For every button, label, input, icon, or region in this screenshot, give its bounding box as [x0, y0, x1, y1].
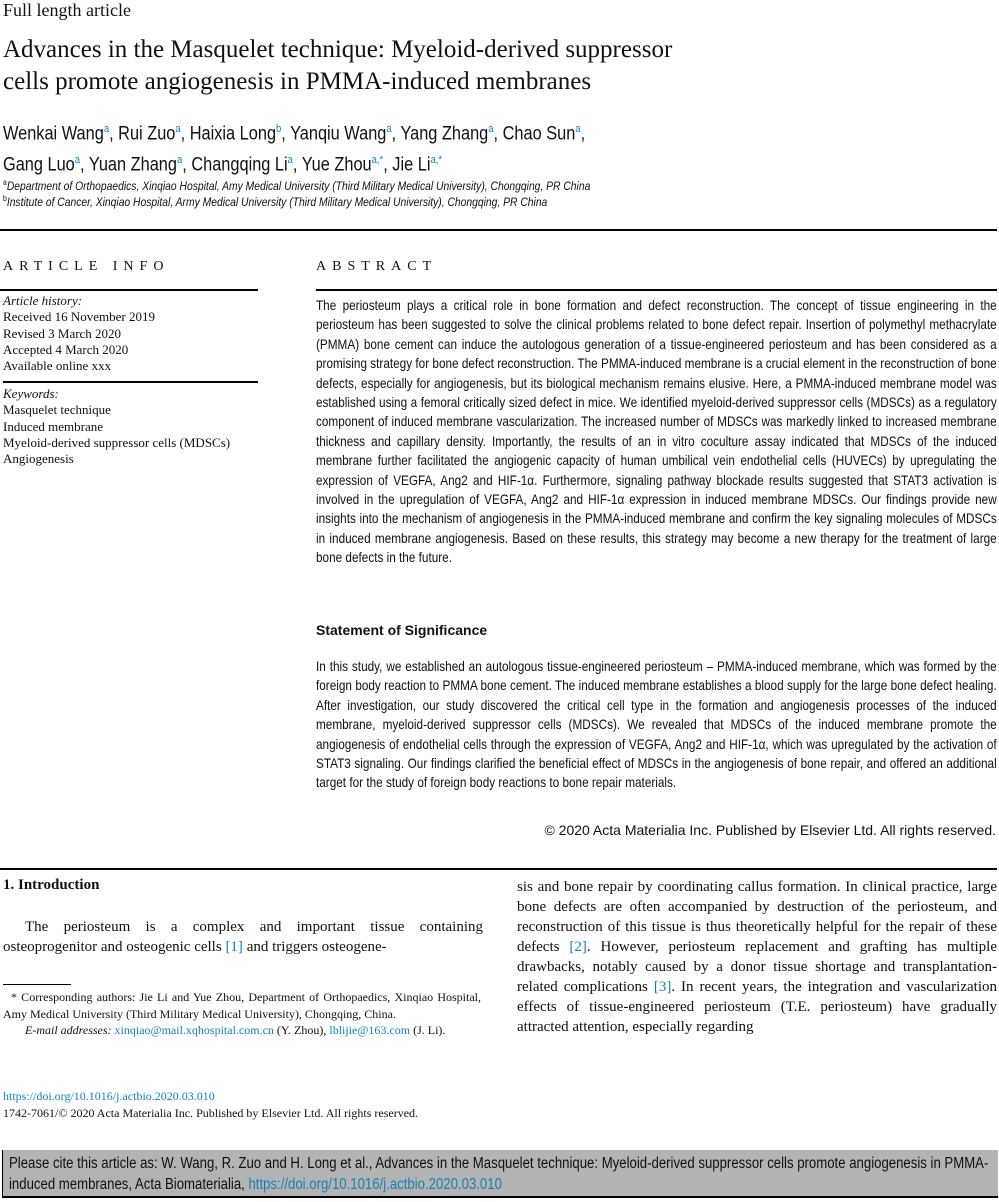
author-affiliation-marker[interactable]: a [386, 123, 392, 135]
keyword[interactable]: Myeloid-derived suppressor cells (MDSCs) [3, 434, 231, 450]
significance-body [316, 657, 997, 827]
article-type: Full length article [3, 0, 131, 20]
email-link-li[interactable]: lblijie@163.com [329, 1023, 411, 1037]
email-link-zhou[interactable]: xinqiao@mail.xqhospital.com.cn [114, 1023, 274, 1037]
author-name[interactable]: Yuan Zhang [88, 154, 177, 176]
significance-text: In this study, we established an autologous tissue-engineered periosteum – PMMA-induced membrane, which was formed by the foreign body reaction to PMMA bone cement. The induced membrane establishes a blood supply for the large bone defect healing. After investigation, our study discovered the critical cell type in the formation and angiogenesis processes of the induced membrane, myeloid-derived suppressor cells (MDSCs). We revealed that MDSCs of the induced membrane promote the angiogenesis of endothelial cells through the expression of VEGFA, Ang2 and HIF-1α, which was upregulated by the activation of STAT3 signaling. Our findings clarified the beneficial effect of MDSCs in the angiogenesis of bone repair, and offered an additional target for the study of foreign body reactions to bone repair materials. [316, 658, 997, 791]
divider [3, 381, 258, 383]
cite-box [2, 1150, 998, 1198]
author-name[interactable]: Rui Zuo [118, 123, 176, 145]
abstract-text: The periosteum plays a critical role in bone formation and defect reconstruction. The concept of tissue engineering in the periosteum has been suggested to solve the clinical problems related to bone defect repair. Insertion of polymethyl methacrylate (PMMA) bone cement can induce the autologous generation of a tissue-engineered periosteum and has been considered as a promising strategy for bone defect reconstruction. The PMMA-induced membrane is a crucial element in the reconstruction of bone defects, especially for angiogenesis, but its biological mechanism remains elusive. Here, a PMMA-induced membrane model was established using a femoral critically sized defect in mice. We identified myeloid-derived suppressor cells (MDSCs) as a regulatory component of induced membrane vascularization. The increased number of MDSCs was markedly linked to increased membrane thickness and capillary density. Importantly, the results of an in vitro coculture assay indicated that MDSCs of the induced membrane further facilitated the angiogenic capacity of human umbilical vein endothelial cells (HUVECs) by upregulating the expression of VEGFA, Ang2 and HIF-1α. Furthermore, signaling pathway blockade results suggested that STAT3 activation is involved in the upregulation of VEGFA, Ang2 and HIF-1α expression in induced membrane MDSCs. Our findings provide new insights into the mechanism of angiogenesis in the PMMA-induced membrane and confirm the key signaling molecules of MDSCs in induced membrane angiogenesis. Based on these results, this strategy may become a new therapy for the treatment of large bone defects in the future. [316, 297, 997, 566]
author-affiliation-marker[interactable]: a [74, 154, 81, 167]
author-affiliation-marker[interactable]: a [575, 123, 581, 135]
abstract-copyright: © 2020 Acta Materialia Inc. Published by Elsevier Ltd. All rights reserved. [544, 822, 996, 838]
significance-heading: Statement of Significance [316, 622, 488, 638]
author-list: Wenkai Wang$^a$, Rui Zuo$^a$, Haixia Long$^b$, Yanqiu Wang$^a$, Yang Zhang$^a$, Chao Sun$^a$, Gang Luo$^a$, Yuan Zhang$^a$, Changqing Li$^a$, Yue Zhou$^{a,*}$, Jie $Li^{a,*}$ [3, 123, 586, 176]
author-name[interactable]: Jie Li [392, 154, 431, 176]
history-received: Received 16 November 2019 [3, 309, 155, 325]
divider [0, 229, 997, 231]
abstract-heading: ABSTRACT [316, 259, 438, 274]
article-info [3, 293, 258, 467]
introduction-heading: 1. Introduction [3, 877, 100, 893]
cite-text: Please cite this article as: W. Wang, R. Zuo and H. Long et al., Advances in the Masquelet technique: Myeloid-derived suppressor cells promote angiogenesis in PMMA-induced membranes, Acta Biomaterialia, https://doi.org/10.1016/j.actbio.2020.03.010 [9, 1155, 989, 1193]
history-label: Article history: [3, 293, 83, 308]
title-line: Advances in the Masquelet technique: Myeloid-derived suppressor [3, 36, 673, 63]
article-info-heading: ARTICLE INFO [3, 259, 170, 274]
cite-doi-link[interactable]: https://doi.org/10.1016/j.actbio.2020.03.010 [248, 1176, 502, 1193]
affiliation-a: $^a$Department of Orthopaedics, Xinqiao Hospital, Amy Medical University (Third Military Medical University), Chongqing, PR China [3, 178, 591, 193]
ref-link-1[interactable]: [1] [225, 939, 243, 955]
affiliation-b: $^b$Institute of Cancer, Xinqiao Hospital, Army Medical University (Third Military Medical University), Chongqing, PR China [3, 194, 548, 209]
author-affiliation-marker[interactable]: a [287, 154, 293, 167]
doi-block [3, 1088, 418, 1122]
divider [0, 868, 997, 870]
history-online: Available online xxx [3, 358, 112, 374]
author-name[interactable]: Wenkai Wang [3, 123, 104, 145]
intro-right-column: sis and bone repair by coordinating callus formation. In clinical practice, large bone defects are often accompanied by destruction of the periosteum, and reconstruction of this tissue is thus theoretically helpful for the repair of these defects [2]. However, periosteum replacement and grafting has multiple drawbacks, notably caused by a donor tissue shortage and transplantation-related complications [3]. In recent years, the integration and vascularization effects of tissue-engineered periosteum (T.E. periosteum) have gradually attracted attention, especially regarding [517, 879, 997, 1035]
author-affiliation-marker[interactable]: a [176, 154, 183, 167]
author-name[interactable]: Yue Zhou [301, 154, 372, 176]
author-name[interactable]: Yang Zhang [400, 123, 489, 145]
author-name[interactable]: Changqing Li [191, 154, 288, 176]
author-affiliation-marker[interactable]: a [175, 123, 181, 135]
history-accepted: Accepted 4 March 2020 [3, 341, 129, 357]
ref-link-2[interactable]: [2] [569, 939, 587, 955]
doi-link[interactable]: https://doi.org/10.1016/j.actbio.2020.03.010 [3, 1089, 215, 1103]
keyword[interactable]: Induced membrane [3, 418, 103, 434]
footnote-divider [3, 984, 71, 985]
article-title [3, 34, 903, 98]
abstract-body [316, 296, 997, 616]
keyword[interactable]: Angiogenesis [3, 451, 74, 467]
author-name[interactable]: Chao Sun [502, 123, 576, 145]
author-affiliation-marker[interactable]: a [103, 123, 110, 135]
author-affiliation-marker[interactable]: a [488, 123, 494, 135]
email-line: E-mail addresses: xinqiao@mail.xqhospital.com.cn (Y. Zhou), lblijie@163.com (J. Li). [25, 1023, 446, 1037]
author-name[interactable]: Gang Luo [3, 154, 75, 176]
title-line: cells promote angiogenesis in PMMA-induced membranes [3, 68, 592, 95]
author-name[interactable]: Haixia Long [189, 123, 277, 145]
history-revised: Revised 3 March 2020 [3, 325, 122, 341]
intro-left-column: The periosteum is a complex and important tissue containing osteoprogenitor and osteogenic cells [1] and triggers osteogene- [3, 919, 483, 955]
author-affiliation-marker[interactable]: b [276, 123, 282, 135]
author-affiliation-marker[interactable]: a,* [430, 154, 443, 167]
divider [0, 289, 258, 291]
issn-line: 1742-7061/© 2020 Acta Materialia Inc. Published by Elsevier Ltd. All rights reserved. [3, 1106, 419, 1120]
corresponding-authors: * Corresponding authors: Jie Li and Yue Zhou, Department of Orthopaedics, Xinqiao Hospital, Amy Medical University (Third Military Medical University), Chongqing, China. [3, 990, 481, 1021]
ref-link-3[interactable]: [3] [653, 979, 672, 995]
author-affiliation-marker[interactable]: a,* [371, 154, 384, 167]
divider [316, 289, 997, 291]
author-name[interactable]: Yanqiu Wang [290, 123, 387, 145]
footnote [3, 989, 481, 1039]
keywords-label: Keywords: [3, 385, 59, 401]
keyword[interactable]: Masquelet technique [3, 402, 111, 418]
